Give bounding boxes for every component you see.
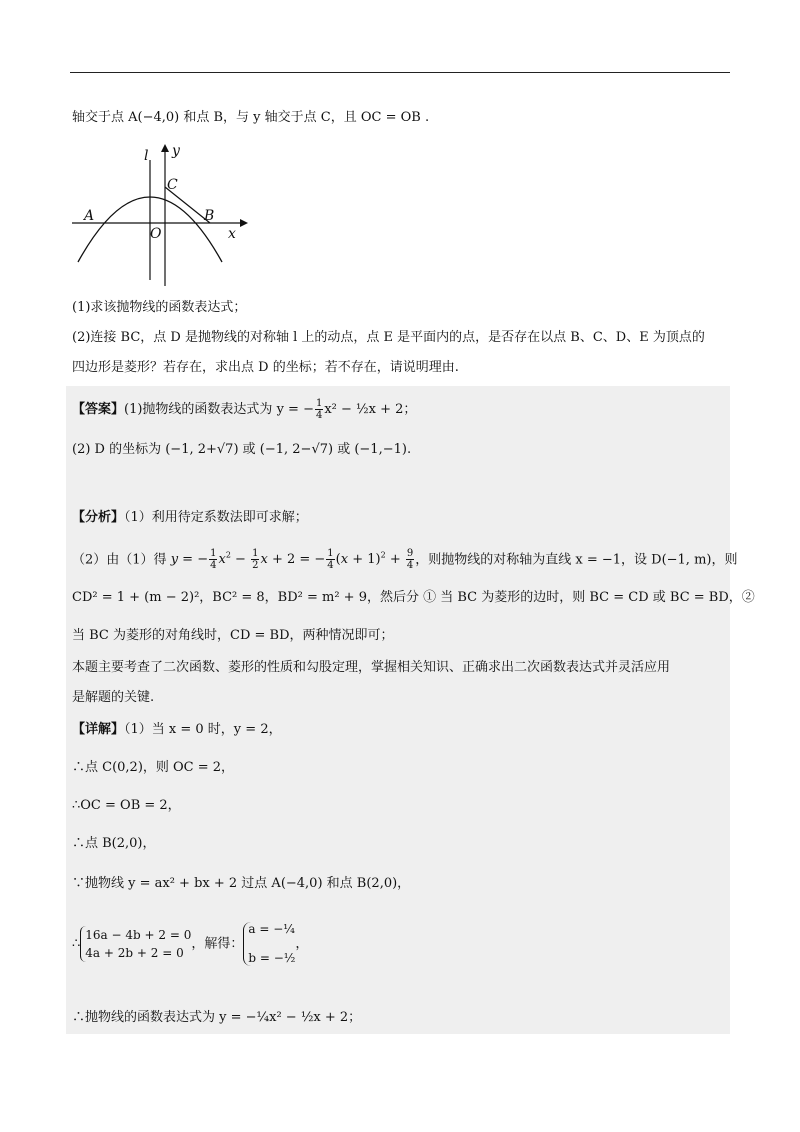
fraction-one-quarter: $\frac{1}{4}$ — [315, 398, 323, 421]
header-rule — [70, 72, 730, 73]
analysis-tag: 【分析】 — [72, 510, 125, 525]
parabola-figure — [70, 140, 250, 288]
question-2-line-2: 四边形是菱形？若存在，求出点 D 的坐标；若不存在，请说明理由. — [72, 360, 459, 375]
detail-line-3: ∴OC = OB = 2， — [72, 798, 181, 813]
analysis-line-2 — [72, 546, 737, 571]
analysis-p2-a: （2）由（1）得 — [72, 552, 167, 568]
detail-line-2: ∴点 C(0,2)，则 OC = 2， — [72, 760, 235, 775]
analysis-line-5: 本题主要考查了二次函数、菱形的性质和勾股定理，掌握相关知识、正确求出二次函数表达式并灵活应用 — [72, 660, 671, 675]
analysis-line-4: 当 BC 为菱形的对角线时，CD = BD，两种情况即可； — [72, 628, 394, 643]
label-c: C — [167, 177, 178, 193]
analysis-line-1 — [72, 508, 308, 528]
answer-tag: 【答案】 — [72, 402, 125, 417]
solution-a: a = −¼ — [248, 922, 295, 936]
detail-line-6 — [72, 922, 308, 966]
detail-line-1 — [72, 720, 282, 740]
equation-system — [80, 926, 191, 962]
detail-d6-prefix: ∴ — [72, 936, 81, 952]
y-axis-arrow — [161, 144, 169, 152]
analysis-p1: （1）利用待定系数法即可求解； — [124, 510, 308, 525]
equation-2: 4a + 2b + 2 = 0 — [85, 946, 184, 960]
analysis-p2-b: ，则抛物线的对称轴为直线 x = −1，设 D(−1, m)，则 — [415, 552, 738, 568]
label-o: O — [150, 226, 162, 242]
vertex-form-equation: y = − $\frac{1}{4}$ $x^2$ − $\frac{1}{2}$ x + 2 = − $\frac{1}{4}$ $(x + 1)^2$ + $\frac{9}{4}$ — [170, 548, 414, 572]
label-l: l — [144, 148, 149, 164]
analysis-line-6: 是解题的关键. — [72, 690, 155, 705]
answer-line-1 — [72, 398, 416, 421]
detail-d6-suffix: ， — [295, 936, 309, 952]
equation-1: 16a − 4b + 2 = 0 — [85, 928, 192, 942]
question-1: (1)求该抛物线的函数表达式； — [72, 300, 247, 315]
problem-intro: 轴交于点 A(−4,0) 和点 B，与 y 轴交于点 C，且 OC = OB . — [72, 110, 430, 125]
label-a: A — [84, 208, 95, 224]
detail-tag: 【详解】 — [72, 722, 125, 737]
answer-1-prefix: (1)抛物线的函数表达式为 y = − — [124, 402, 314, 417]
solution-system — [243, 922, 295, 966]
x-axis-arrow — [240, 219, 248, 227]
solution-b: b = −½ — [248, 951, 296, 965]
detail-line-4: ∴点 B(2,0)， — [72, 836, 156, 851]
detail-d6-mid: ，解得： — [191, 936, 244, 952]
label-b: B — [204, 208, 215, 224]
detail-line-5: ∵抛物线 y = ax² + bx + 2 过点 A(−4,0) 和点 B(2,0)， — [72, 876, 411, 891]
label-y: y — [172, 143, 180, 159]
answer-1-suffix: x² − ½x + 2； — [324, 402, 417, 417]
detail-line-7: ∴抛物线的函数表达式为 y = −¼x² − ½x + 2； — [72, 1010, 362, 1025]
question-2-line-1: (2)连接 BC，点 D 是抛物线的对称轴 l 上的动点，点 E 是平面内的点，是否存在以点 B、C、D、E 为顶点的 — [72, 330, 705, 345]
answer-line-2: (2) D 的坐标为 (−1, 2+√7) 或 (−1, 2−√7) 或 (−1,−1). — [72, 442, 412, 457]
analysis-line-3: CD² = 1 + (m − 2)²，BC² = 8，BD² = m² + 9，然后分 ① 当 BC 为菱形的边时，则 BC = CD 或 BC = BD，② — [72, 590, 755, 605]
detail-d1: （1）当 x = 0 时，y = 2， — [124, 722, 282, 737]
label-x: x — [228, 226, 236, 242]
